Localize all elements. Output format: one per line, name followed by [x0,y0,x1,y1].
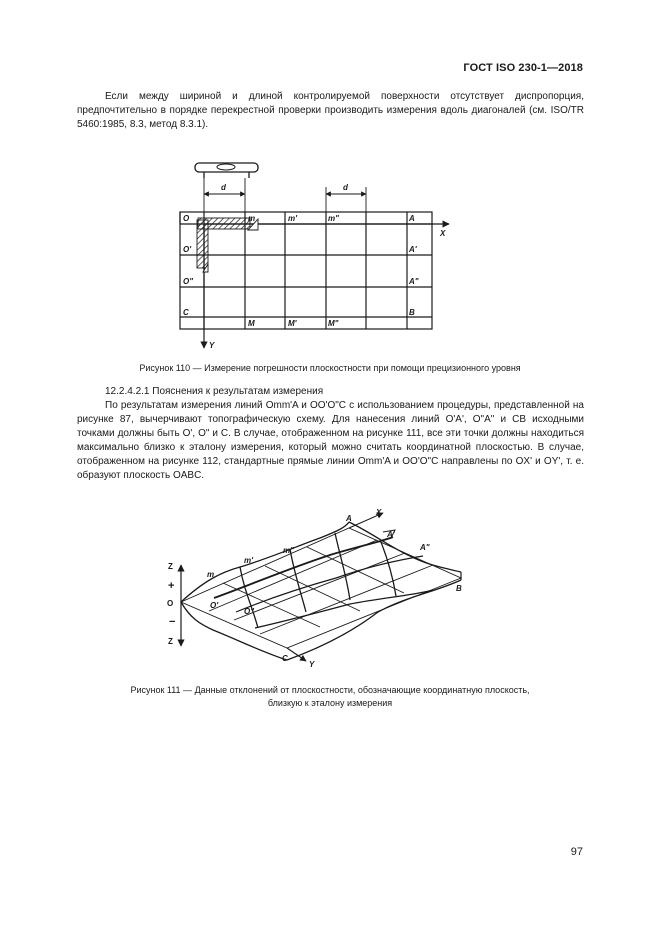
label-A: A [409,214,415,223]
label-M2: M" [328,319,339,328]
label-Y: Y [209,341,215,350]
section-body: По результатам измерения линий Omm'A и OO'O"C с использованием процедуры, представленной на рисунке 87, вычерчивают топографическую схему. Для нанесения линий O'A', O"A" и CB исходными точками должны быть O', O" и C. В случае, отображенном на рисунке 111, все эти точки должны находиться максимально близко к эталону измерения, который можно считать координатной плоскостью. В случае, отображенном на рисунке 112, стандартные прямые линии Omm'A и OO'O"C направлены по OX' и OY', т. е. образуют плоскость OABC. [77,400,584,481]
label-m2-3d: m" [283,546,294,555]
standard-header: ГОСТ ISO 230-1—2018 [463,62,583,74]
label-C: C [183,308,189,317]
label-M: M [248,319,255,328]
intro-paragraph: Если между шириной и длиной контролируемой поверхности отсутствует диспропорция, предпочтительно в порядке перекрестной проверки производить измерения вдоль диагоналей (см. ISO/TR 5460:1985, 8.3, метод 8.3.1). [77,91,584,130]
figure-111 [181,513,461,661]
label-M1: M' [288,319,297,328]
label-Z-minus: Z [168,637,173,646]
deviation-surface [181,522,461,660]
label-m2: m" [328,214,339,223]
label-Y-3d: Y [309,660,315,669]
label-X-3d: X [376,508,382,517]
label-O2-3d: O" [244,607,255,616]
label-A-3d: A [346,514,352,523]
label-A2: A" [409,277,419,286]
label-m-3d: m [207,570,215,579]
figure-110-caption: Рисунок 110 — Измерение погрешности плоскостности при помощи прецизионного уровня [139,363,521,373]
label-B: B [409,308,415,317]
page-number: 97 [570,846,583,858]
precision-level-icon [195,163,258,178]
label-A1-3d: A' [387,530,395,539]
label-m1-3d: m' [244,556,254,565]
section-heading: 12.2.4.2.1 Пояснения к результатам измерения [105,386,324,397]
level-positions-vertical [197,220,208,272]
label-A1: A' [409,245,417,254]
label-O2: O" [183,277,194,286]
label-O1-3d: O' [210,601,219,610]
figure-111-caption [60,684,600,710]
figure-111-caption-line1: Рисунок 111 — Данные отклонений от плоскостности, обозначающие координатную плоскость, [130,685,530,695]
label-C-3d: C [282,654,288,663]
label-O: O [183,214,190,223]
label-O-3d: O [167,599,174,608]
label-A2-3d: A" [420,543,430,552]
figure-111-caption-line2: близкую к эталону измерения [267,698,393,708]
label-O1: O' [183,245,192,254]
label-minus: − [169,616,176,628]
label-d-left: d [221,183,226,192]
label-plus: + [168,580,175,592]
label-m1: m' [288,214,298,223]
label-X: X [440,229,446,238]
measurement-grid [180,212,432,329]
label-d-right: d [343,183,348,192]
label-m: m [248,214,256,223]
label-B-3d: B [456,584,462,593]
label-Z-plus: Z [168,562,173,571]
reference-plane [181,528,461,648]
